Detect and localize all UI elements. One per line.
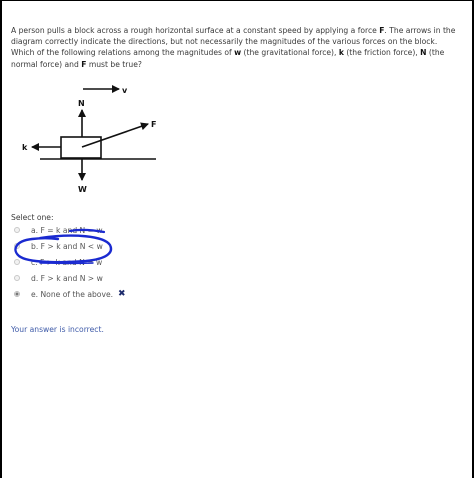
radio-option-e[interactable] (14, 291, 20, 297)
radio-option-d[interactable] (14, 275, 20, 281)
answer-options (14, 222, 214, 302)
radio-option-c[interactable] (14, 259, 20, 265)
option-e-label[interactable]: e. None of the above. (31, 289, 114, 299)
label-v: v (122, 86, 128, 95)
label-k: k (22, 143, 28, 152)
feedback-incorrect: Your answer is incorrect. (11, 325, 104, 334)
option-d[interactable] (14, 270, 214, 286)
label-f: F (151, 120, 157, 129)
radio-option-b[interactable] (14, 243, 20, 249)
question-text: A person pulls a block across a rough horizontal surface at a constant speed by applying a force F. The arrows in the diagram correctly indicate the directions, but not necessarily the magnitudes of the various forces on the block. Which of the following relations among the magnitudes of w (the gravitational force), k (the friction force), N (the normal force) and F must be true? (11, 26, 456, 69)
select-one-label: Select one: (11, 213, 54, 222)
option-a[interactable] (14, 222, 214, 238)
window-border-top (0, 0, 474, 1)
option-c-label[interactable]: c. F > k and N = w (31, 257, 103, 267)
option-b[interactable] (14, 238, 214, 254)
x-icon: ✖ (118, 289, 126, 299)
option-a-label[interactable]: a. F = k and N = w (31, 225, 103, 235)
option-c[interactable] (14, 254, 214, 270)
option-b-label[interactable]: b. F > k and N < w (31, 241, 103, 251)
label-n: N (78, 99, 85, 108)
applied-force-arrow (82, 124, 148, 147)
label-w: W (78, 185, 87, 194)
window-border-left (0, 0, 2, 478)
option-d-label[interactable]: d. F > k and N > w (31, 273, 103, 283)
radio-option-a[interactable] (14, 227, 20, 233)
block (61, 137, 101, 158)
option-e[interactable] (14, 286, 214, 302)
